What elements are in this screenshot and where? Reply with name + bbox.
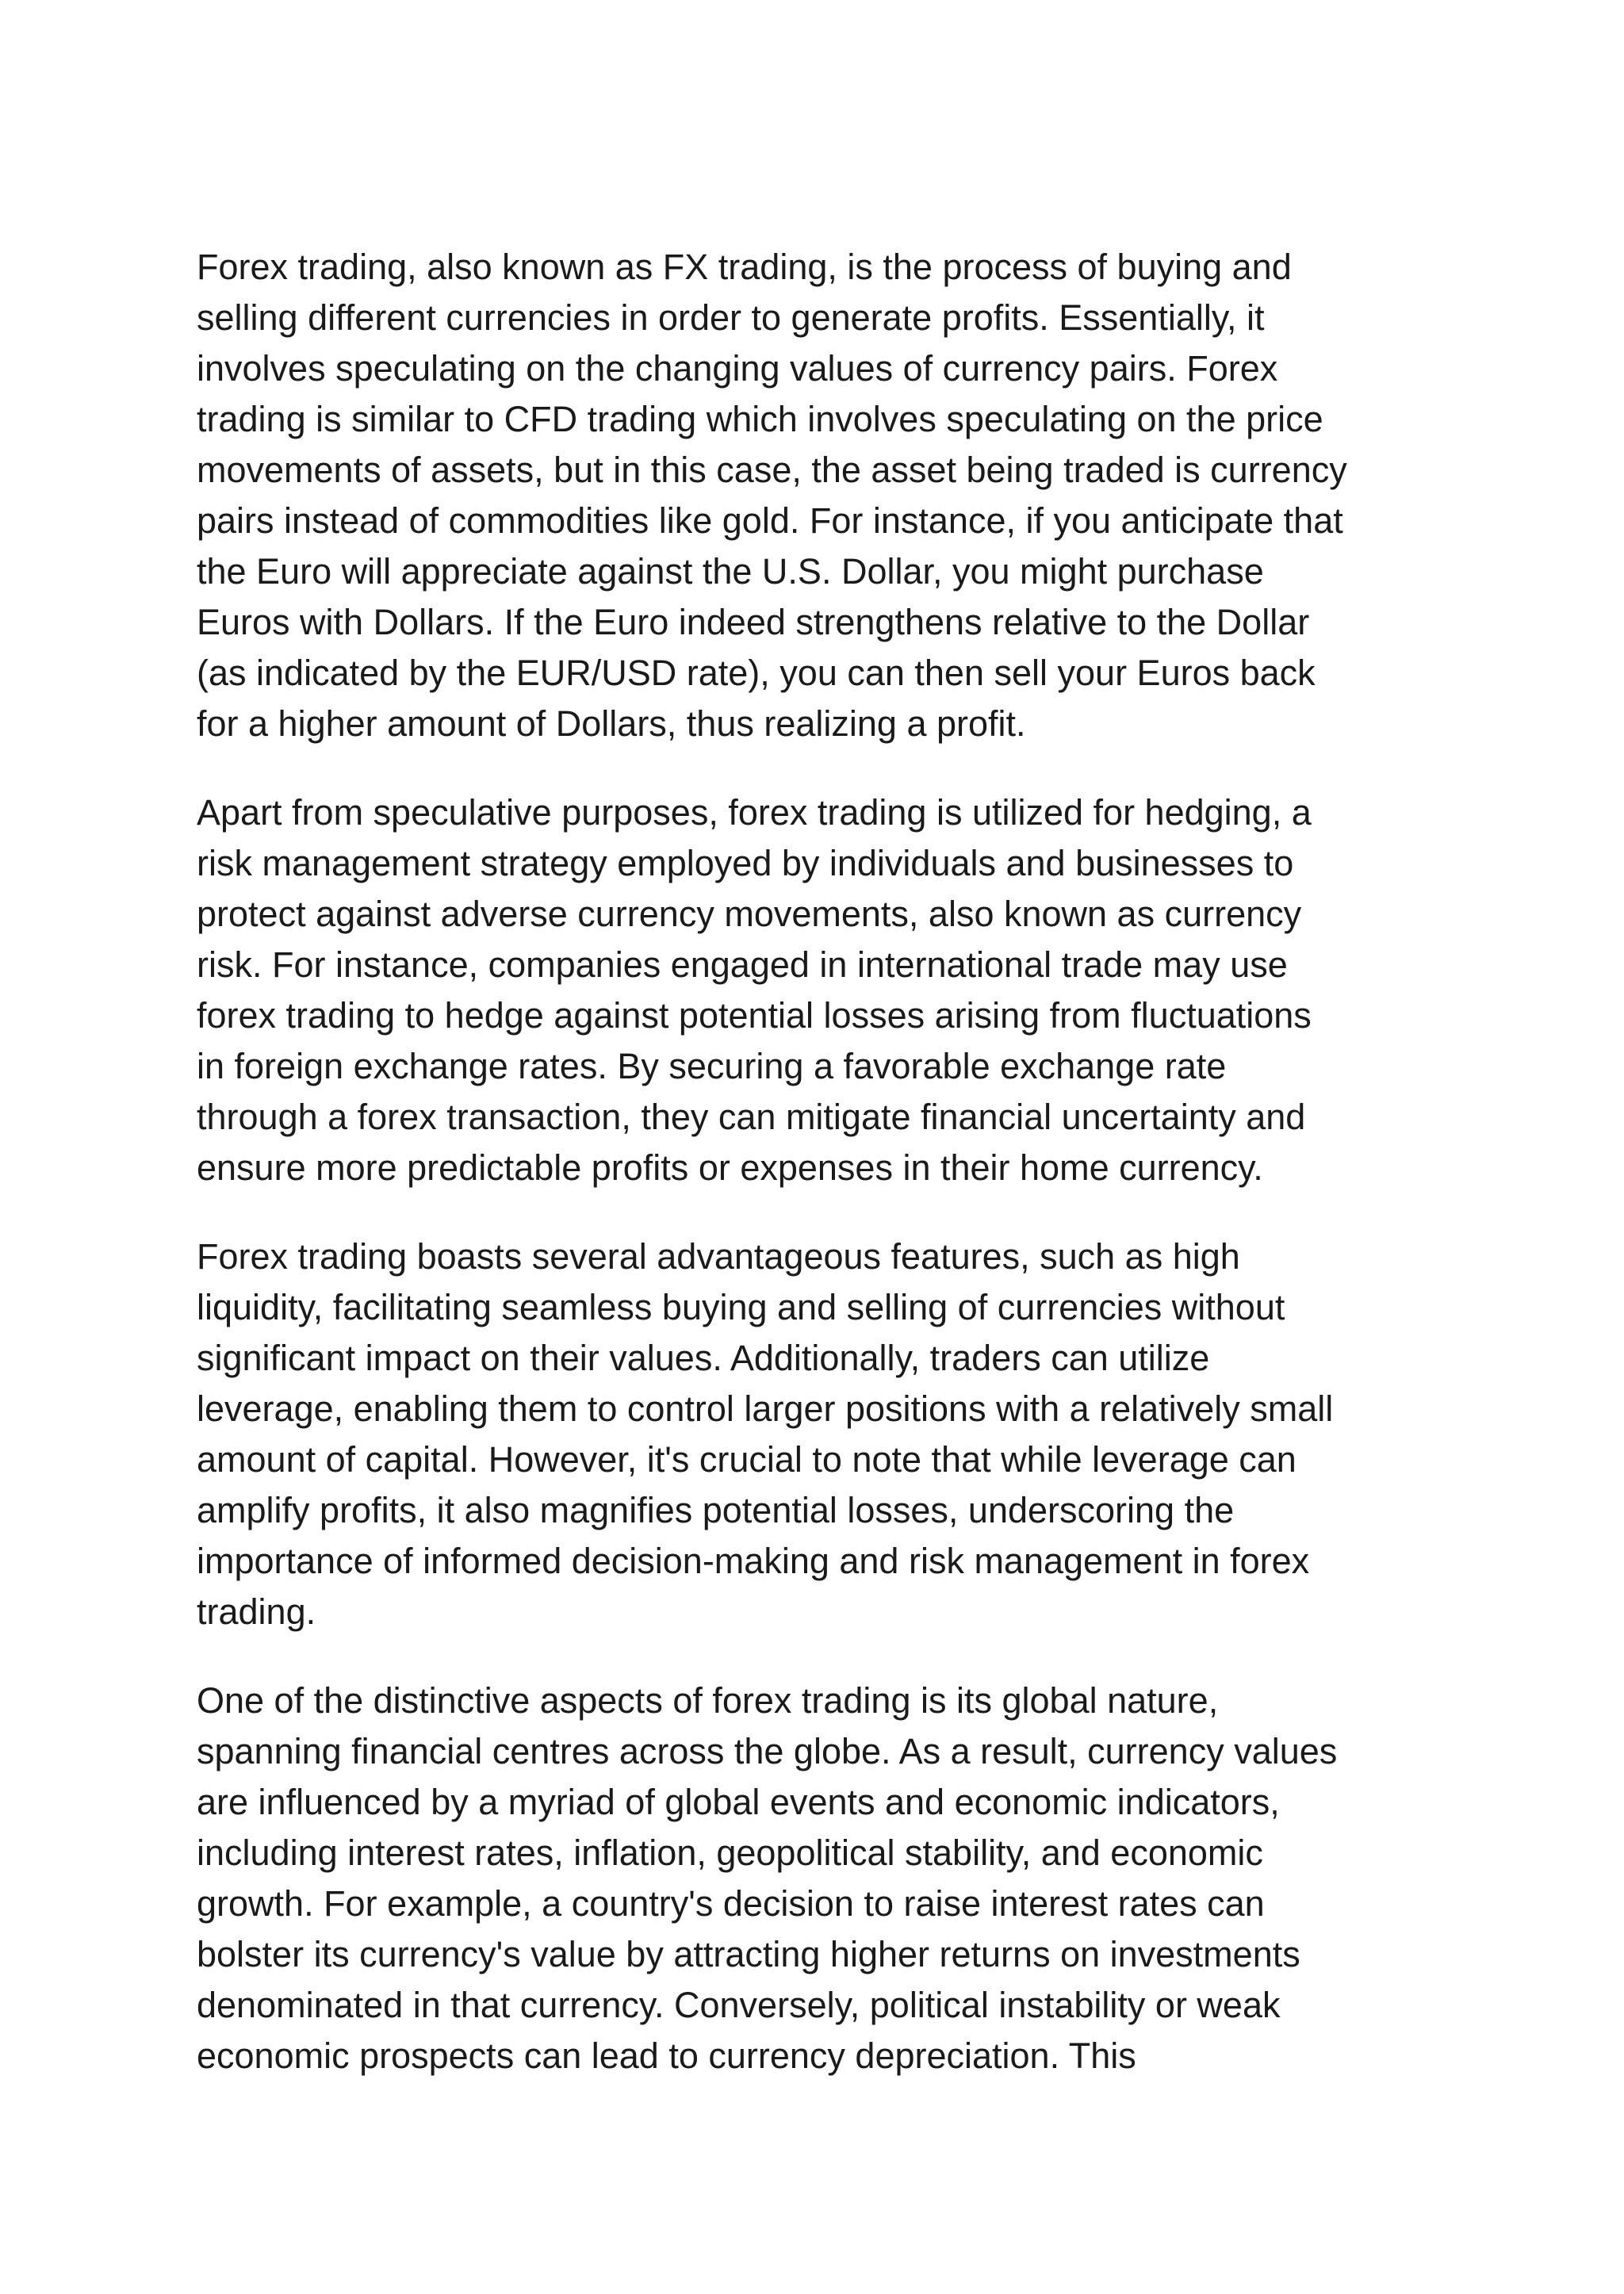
- text-line: (as indicated by the EUR/USD rate), you can then sell your Euros back: [197, 653, 1316, 693]
- text-line: involves speculating on the changing values of currency pairs. Forex: [197, 348, 1278, 389]
- text-line: One of the distinctive aspects of forex trading is its global nature,: [197, 1680, 1219, 1721]
- text-line: bolster its currency's value by attracting higher returns on investments: [197, 1934, 1300, 1974]
- text-line: in foreign exchange rates. By securing a favorable exchange rate: [197, 1046, 1227, 1086]
- text-line: growth. For example, a country's decision to raise interest rates can: [197, 1883, 1265, 1924]
- text-line: denominated in that currency. Conversely, political instability or weak: [197, 1985, 1281, 2025]
- text-line: economic prospects can lead to currency depreciation. This: [197, 2035, 1136, 2076]
- text-line: including interest rates, inflation, geopolitical stability, and economic: [197, 1833, 1263, 1873]
- text-line: are influenced by a myriad of global events and economic indicators,: [197, 1782, 1280, 1822]
- paragraph-hedging: [197, 787, 1450, 1193]
- text-line: liquidity, facilitating seamless buying and selling of currencies without: [197, 1287, 1285, 1327]
- text-line: for a higher amount of Dollars, thus realizing a profit.: [197, 703, 1026, 744]
- text-line: Apart from speculative purposes, forex trading is utilized for hedging, a: [197, 792, 1312, 833]
- text-line: pairs instead of commodities like gold. For instance, if you anticipate that: [197, 500, 1343, 541]
- document-body: [197, 242, 1450, 2120]
- text-line: movements of assets, but in this case, the asset being traded is currency: [197, 450, 1347, 490]
- text-line: leverage, enabling them to control larger positions with a relatively small: [197, 1388, 1334, 1429]
- text-line: spanning financial centres across the globe. As a result, currency values: [197, 1731, 1338, 1771]
- text-line: Euros with Dollars. If the Euro indeed strengthens relative to the Dollar: [197, 602, 1310, 642]
- text-line: forex trading to hedge against potential losses arising from fluctuations: [197, 995, 1312, 1036]
- paragraph-advantages: [197, 1231, 1450, 1637]
- text-line: trading is similar to CFD trading which involves speculating on the price: [197, 399, 1323, 439]
- text-line: Forex trading, also known as FX trading, is the process of buying and: [197, 247, 1292, 287]
- text-line: risk. For instance, companies engaged in international trade may use: [197, 944, 1288, 985]
- text-line: risk management strategy employed by individuals and businesses to: [197, 843, 1294, 883]
- paragraph-forex-definition: [197, 242, 1450, 749]
- text-line: significant impact on their values. Additionally, traders can utilize: [197, 1338, 1210, 1378]
- text-line: selling different currencies in order to generate profits. Essentially, it: [197, 297, 1265, 338]
- paragraph-global-nature: [197, 1676, 1450, 2081]
- text-line: the Euro will appreciate against the U.S. Dollar, you might purchase: [197, 551, 1264, 592]
- text-line: protect against adverse currency movements, also known as currency: [197, 894, 1302, 934]
- text-line: through a forex transaction, they can mitigate financial uncertainty and: [197, 1097, 1306, 1137]
- text-line: trading.: [197, 1591, 316, 1632]
- text-line: ensure more predictable profits or expenses in their home currency.: [197, 1147, 1263, 1188]
- text-line: amplify profits, it also magnifies potential losses, underscoring the: [197, 1490, 1235, 1530]
- text-line: Forex trading boasts several advantageous features, such as high: [197, 1236, 1240, 1277]
- text-line: amount of capital. However, it's crucial to note that while leverage can: [197, 1439, 1297, 1480]
- text-line: importance of informed decision-making and risk management in forex: [197, 1541, 1310, 1581]
